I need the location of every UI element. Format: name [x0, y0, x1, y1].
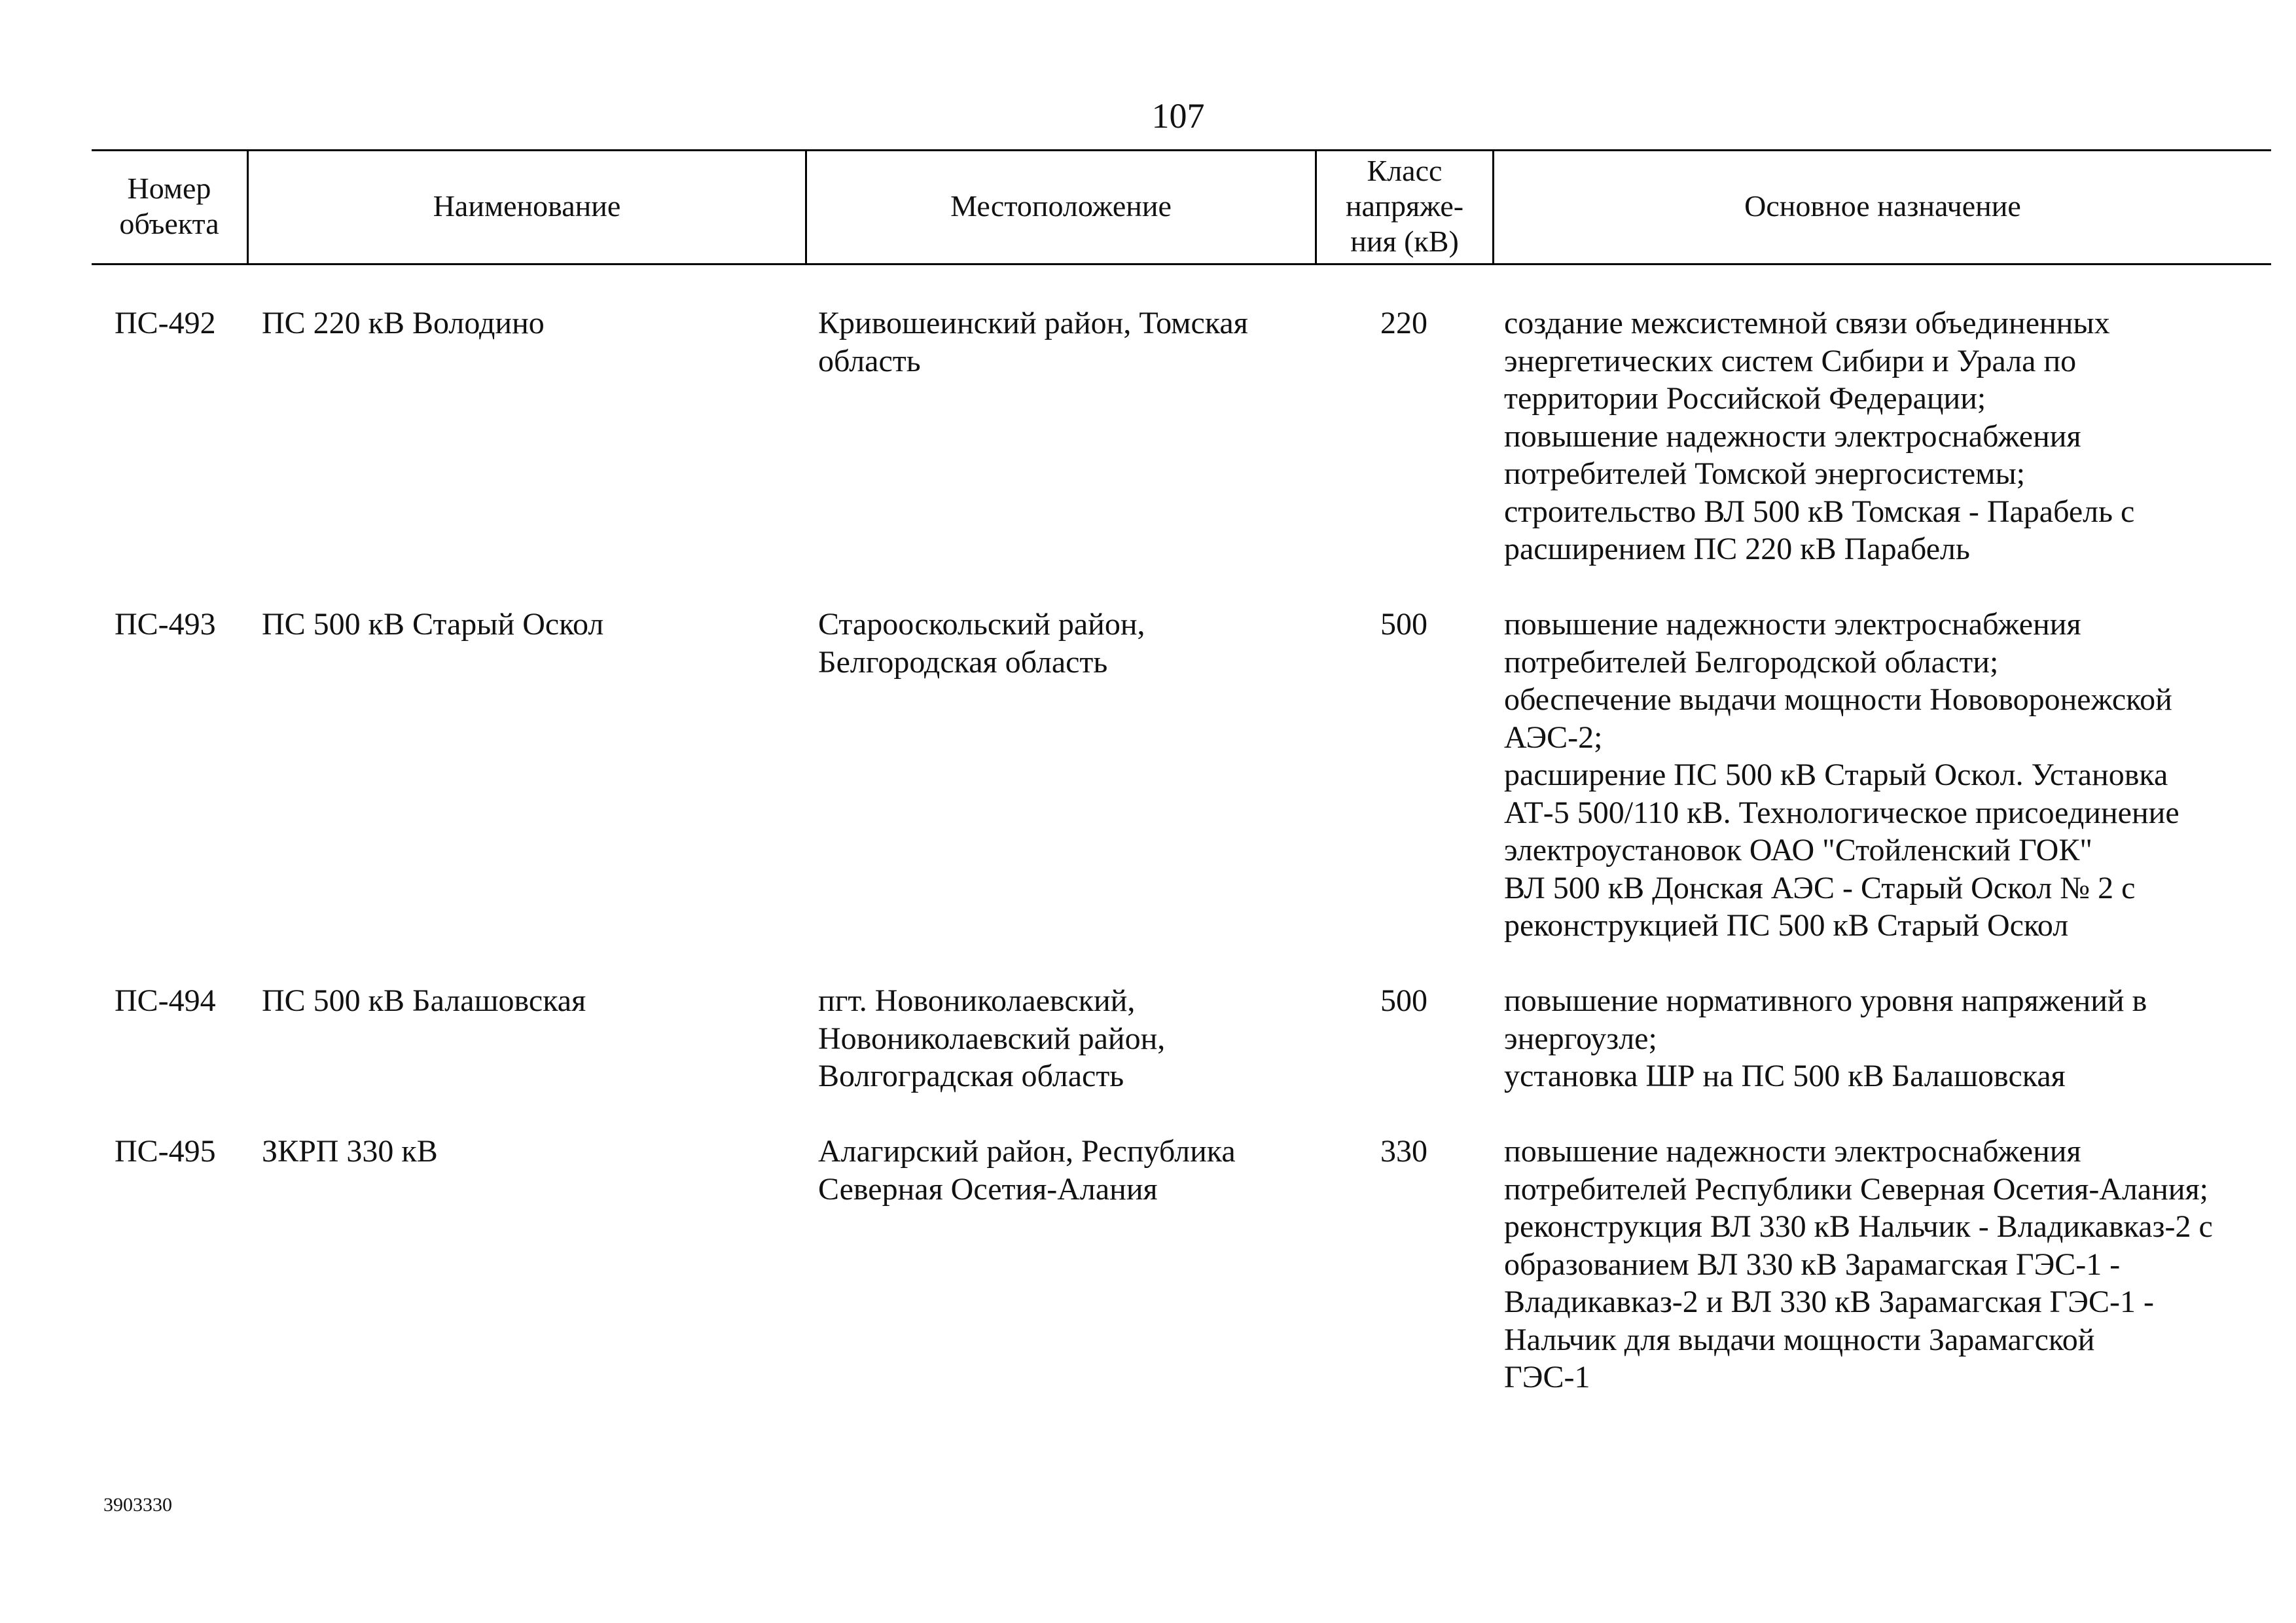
row-voltage: 220	[1380, 306, 1427, 340]
row-number: ПС-494	[115, 983, 216, 1018]
row-purpose: повышение надежности электроснабжения потребителей Белгородской области; обеспечение выдачи мощности Нововоронежской АЭС-2; расширение ПС 500 кВ Старый Оскол. Установка АТ-5 500/110 кВ. Технологическое присоединение электроустановок ОАО "Стойленский ГОК" ВЛ 500 кВ Донская АЭС - Старый Оскол № 2 с реконструкцией ПС 500 кВ Старый Оскол	[1504, 607, 2179, 943]
row-location: Кривошеинский район, Томская область	[818, 306, 1248, 378]
row-number: ПС-495	[115, 1134, 216, 1169]
row-voltage: 330	[1380, 1134, 1427, 1169]
row-number: ПС-492	[115, 306, 216, 340]
header-divider	[1492, 149, 1494, 264]
row-name: ПС 500 кВ Балашовская	[262, 983, 586, 1018]
page-number: 107	[1151, 96, 1205, 136]
header-voltage: Класс напряже- ния (кВ)	[1345, 154, 1464, 258]
row-name: ЗКРП 330 кВ	[262, 1134, 438, 1169]
header-divider	[247, 149, 249, 264]
row-voltage: 500	[1380, 983, 1427, 1018]
row-purpose: повышение надежности электроснабжения потребителей Республики Северная Осетия-Алания; реконструкция ВЛ 330 кВ Нальчик - Владикавказ-2 с образованием ВЛ 330 кВ Зарамагская ГЭС-1 - Владикавказ-2 и ВЛ 330 кВ Зарамагская ГЭС-1 - Нальчик для выдачи мощности Зарамагской ГЭС-1	[1504, 1134, 2213, 1395]
header-divider	[1315, 149, 1317, 264]
row-location: Старооскольский район, Белгородская область	[818, 607, 1145, 680]
document-code: 3903330	[103, 1494, 172, 1516]
table-header-rule	[92, 263, 2271, 265]
row-purpose: создание межсистемной связи объединенных энергетических систем Сибири и Урала по территории Российской Федерации; повышение надежности электроснабжения потребителей Томской энергосистемы; строительство ВЛ 500 кВ Томская - Парабель с расширением ПС 220 кВ Парабель	[1504, 306, 2135, 566]
header-purpose: Основное назначение	[1744, 189, 2021, 223]
row-number: ПС-493	[115, 607, 216, 642]
row-name: ПС 500 кВ Старый Оскол	[262, 607, 604, 642]
row-name: ПС 220 кВ Володино	[262, 306, 545, 340]
row-location: Алагирский район, Республика Северная Осетия-Алания	[818, 1134, 1236, 1207]
header-location: Местоположение	[950, 189, 1172, 223]
header-name: Наименование	[433, 189, 621, 223]
header-number: Номер объекта	[119, 172, 219, 240]
header-divider	[805, 149, 807, 264]
row-purpose: повышение нормативного уровня напряжений в энергоузле; установка ШР на ПС 500 кВ Балашовская	[1504, 983, 2147, 1093]
row-location: пгт. Новониколаевский, Новониколаевский район, Волгоградская область	[818, 983, 1166, 1093]
row-voltage: 500	[1380, 607, 1427, 642]
